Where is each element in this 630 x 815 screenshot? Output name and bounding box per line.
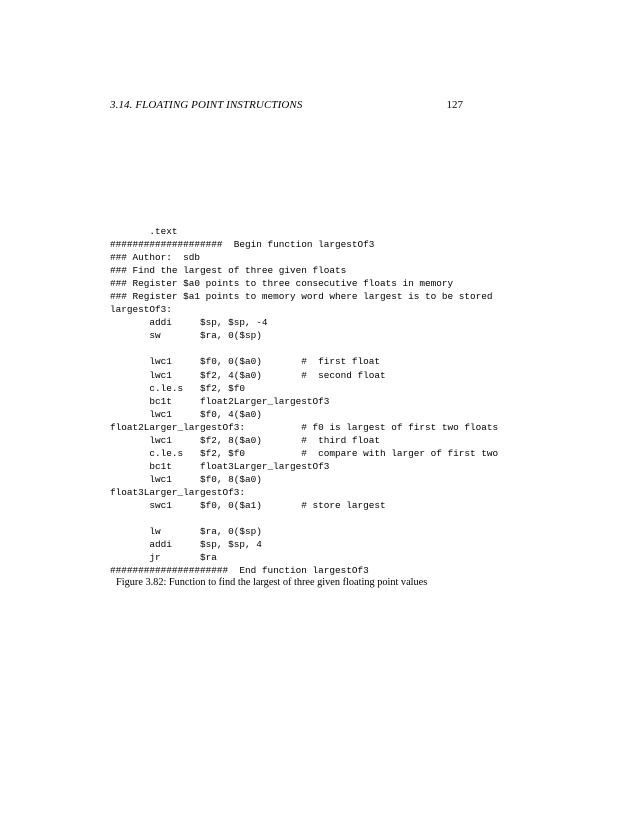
code-line: bc1t float3Larger_largestOf3 [110, 460, 330, 472]
code-line: #################### Begin function largestOf3 [110, 239, 375, 251]
running-header [110, 98, 463, 114]
section-title: 3.14. FLOATING POINT INSTRUCTIONS [110, 99, 303, 111]
code-line: addi $sp, $sp, -4 [110, 317, 268, 329]
code-listing [110, 225, 510, 577]
code-line: ### Author: sdb [110, 252, 201, 264]
code-line: lwc1 $f2, 8($a0) # third float [110, 434, 381, 446]
code-line: c.le.s $f2, $f0 # compare with larger of first two [110, 447, 499, 459]
code-line: largestOf3: [110, 304, 172, 316]
code-line: ### Find the largest of three given floats [110, 265, 347, 277]
code-line [110, 342, 510, 355]
code-line: bc1t float2Larger_largestOf3 [110, 395, 330, 407]
code-line: c.le.s $f2, $f0 [110, 382, 246, 394]
code-line: ### Register $a0 points to three consecutive floats in memory [110, 278, 454, 290]
code-line: float2Larger_largestOf3: # f0 is largest of first two floats [110, 421, 499, 433]
code-line: lwc1 $f2, 4($a0) # second float [110, 369, 386, 381]
code-line: swc1 $f0, 0($a1) # store largest [110, 499, 386, 511]
code-line: lwc1 $f0, 4($a0) [110, 408, 262, 420]
code-line: lwc1 $f0, 8($a0) [110, 473, 262, 485]
code-line [110, 512, 510, 525]
figure-caption: Figure 3.82: Function to find the largest of three given floating point values [116, 577, 428, 588]
code-line: ### Register $a1 points to memory word where largest is to be stored [110, 291, 493, 303]
code-line: lw $ra, 0($sp) [110, 526, 262, 538]
code-line: float3Larger_largestOf3: [110, 486, 246, 498]
code-line: jr $ra [110, 552, 217, 564]
page-number: 127 [446, 99, 463, 111]
code-line: lwc1 $f0, 0($a0) # first float [110, 356, 381, 368]
code-line: sw $ra, 0($sp) [110, 330, 262, 342]
code-line: ##################### End function largestOf3 [110, 565, 369, 577]
code-line: .text [110, 226, 178, 237]
code-line: addi $sp, $sp, 4 [110, 539, 262, 551]
